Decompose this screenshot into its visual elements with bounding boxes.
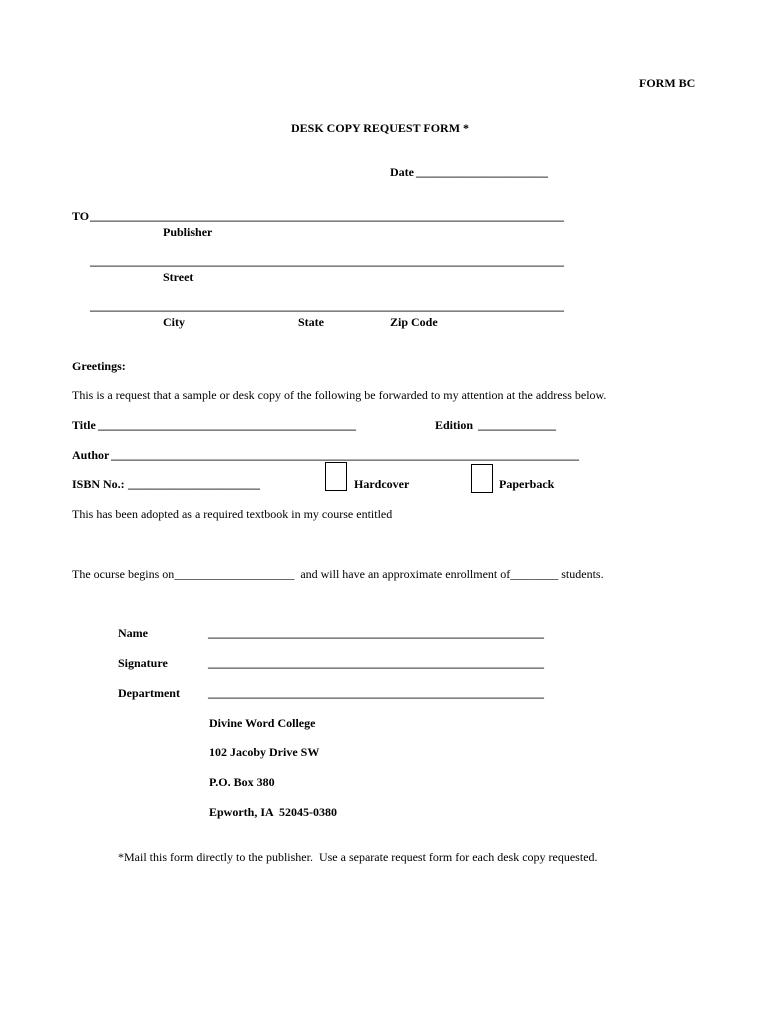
date-label: Date — [390, 165, 414, 179]
enrollment-text: and will have an approximate enrollment of — [294, 567, 511, 581]
date-field[interactable]: ______________________ — [416, 165, 548, 179]
edition-field[interactable]: _____________ — [478, 418, 556, 432]
address-line-1: Divine Word College — [209, 716, 316, 730]
isbn-label: ISBN No.: — [72, 477, 125, 491]
publisher-label: Publisher — [163, 225, 213, 239]
address-line-4: Epworth, IA 52045-0380 — [209, 805, 338, 819]
zip-code-label: Zip Code — [390, 315, 438, 329]
to-label: TO — [72, 209, 90, 223]
address-line-2: 102 Jacoby Drive SW — [209, 745, 320, 759]
paperback-checkbox[interactable] — [471, 464, 493, 493]
city-state-zip-field[interactable]: _______________________________________________________________________________ — [90, 299, 564, 313]
name-label: Name — [118, 626, 148, 640]
edition-label: Edition — [435, 418, 474, 432]
signature-field[interactable]: ________________________________________________________ — [208, 656, 544, 670]
title-field[interactable]: ___________________________________________ — [98, 418, 356, 432]
form-code: FORM BC — [639, 76, 696, 90]
street-label: Street — [163, 270, 194, 284]
hardcover-checkbox[interactable] — [325, 462, 347, 491]
course-begins-sentence — [72, 567, 604, 581]
students-text: students. — [558, 567, 604, 581]
course-start-date-field[interactable]: ____________________ — [174, 567, 295, 581]
paperback-label: Paperback — [499, 477, 555, 491]
address-line-3: P.O. Box 380 — [209, 775, 275, 789]
course-begins-text: The ocurse begins on — [72, 567, 175, 581]
street-field[interactable]: _______________________________________________________________________________ — [90, 254, 564, 268]
adopted-text: This has been adopted as a required textbook in my course entitled — [72, 507, 393, 521]
title-label: Title — [72, 418, 96, 432]
author-field[interactable]: ______________________________________________________________________________ — [111, 448, 579, 462]
author-label: Author — [72, 448, 110, 462]
name-field[interactable]: ________________________________________________________ — [208, 626, 544, 640]
department-field[interactable]: ________________________________________________________ — [208, 686, 544, 700]
publisher-field[interactable]: _______________________________________________________________________________ — [90, 209, 564, 223]
hardcover-label: Hardcover — [354, 477, 410, 491]
city-label: City — [163, 315, 185, 329]
department-label: Department — [118, 686, 180, 700]
form-title: DESK COPY REQUEST FORM * — [291, 121, 470, 135]
footnote: *Mail this form directly to the publisher. Use a separate request form for each desk copy requested. — [118, 850, 598, 864]
greetings-text: Greetings: — [72, 359, 126, 373]
request-text: This is a request that a sample or desk copy of the following be forwarded to my attention at the address below. — [72, 388, 607, 402]
enrollment-field[interactable]: ________ — [510, 567, 559, 581]
state-label: State — [298, 315, 324, 329]
signature-label: Signature — [118, 656, 168, 670]
isbn-field[interactable]: ______________________ — [128, 477, 260, 491]
